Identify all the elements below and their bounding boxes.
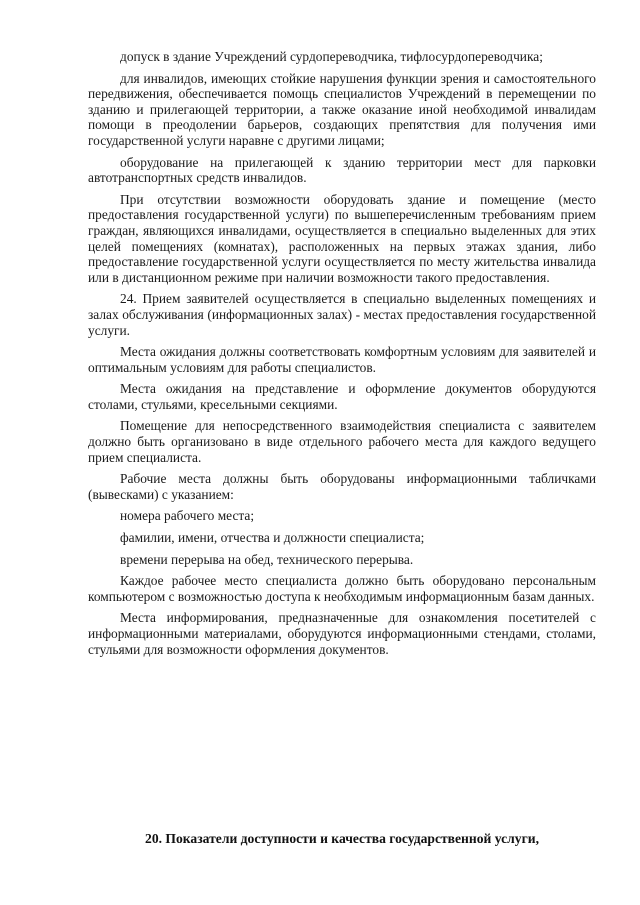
- paragraph-alternative-reception: При отсутствии возможности оборудовать здание и помещение (место предоставления государственной услуги) по вышеперечисленным требованиям прием граждан, являющихся инвалидами, осуществляется в специально выделенных для этих целей помещениях (комнатах), расположенных на первых этажах здания, либо предоставление государственной услуги осуществляется по месту жительства инвалида или в дистанционном режиме при наличии возможности такого предоставления.: [88, 191, 596, 285]
- paragraph-waiting-areas-furniture: Места ожидания на представление и оформление документов оборудуются столами, стульями, кресельными секциями.: [88, 381, 596, 412]
- paragraph-workplace-computer: Каждое рабочее место специалиста должно быть оборудовано персональным компьютером с возможностью доступа к необходимым информационным базам данных.: [88, 573, 596, 604]
- list-item-specialist-name: фамилии, имени, отчества и должности специалиста;: [120, 530, 425, 546]
- paragraph-item-24: 24. Прием заявителей осуществляется в специально выделенных помещениях и залах обслуживания (информационных залах) - местах предоставления государственной услуги.: [88, 291, 596, 338]
- section-heading: 20. Показатели доступности и качества государственной услуги,: [145, 831, 539, 846]
- list-item-workplace-number: номера рабочего места;: [120, 508, 255, 524]
- paragraph-workplace-organization: Помещение для непосредственного взаимодействия специалиста с заявителем должно быть организовано в виде отдельного рабочего места для каждого ведущего прием специалиста.: [88, 418, 596, 465]
- list-item-break-time: времени перерыва на обед, технического перерыва.: [120, 551, 414, 567]
- paragraph-information-areas: Места информирования, предназначенные для ознакомления посетителей с информационными материалами, оборудуются информационными стендами, столами, стульями для возможности оформления документов.: [88, 610, 596, 657]
- paragraph-assistance-for-disabled: для инвалидов, имеющих стойкие нарушения функции зрения и самостоятельного передвижения, обеспечивается помощь специалистов Учреждений в перемещении по зданию и прилегающей территории, а также оказание иной необходимой инвалидам помощи в преодолении барьеров, создающих препятствия для получения ими государственной услуги наравне с другими лицами;: [88, 70, 596, 148]
- paragraph-sign-language-access: допуск в здание Учреждений сурдопереводчика, тифлосурдопереводчика;: [120, 49, 543, 64]
- paragraph-waiting-areas-comfort: Места ожидания должны соответствовать комфортным условиям для заявителей и оптимальным условиям для работы специалистов.: [88, 344, 596, 375]
- paragraph-parking: оборудование на прилегающей к зданию территории мест для парковки автотранспортных средств инвалидов.: [88, 154, 596, 186]
- paragraph-workplace-signs: Рабочие места должны быть оборудованы информационными табличками (вывесками) с указанием:: [88, 471, 596, 502]
- document-body: [88, 49, 596, 663]
